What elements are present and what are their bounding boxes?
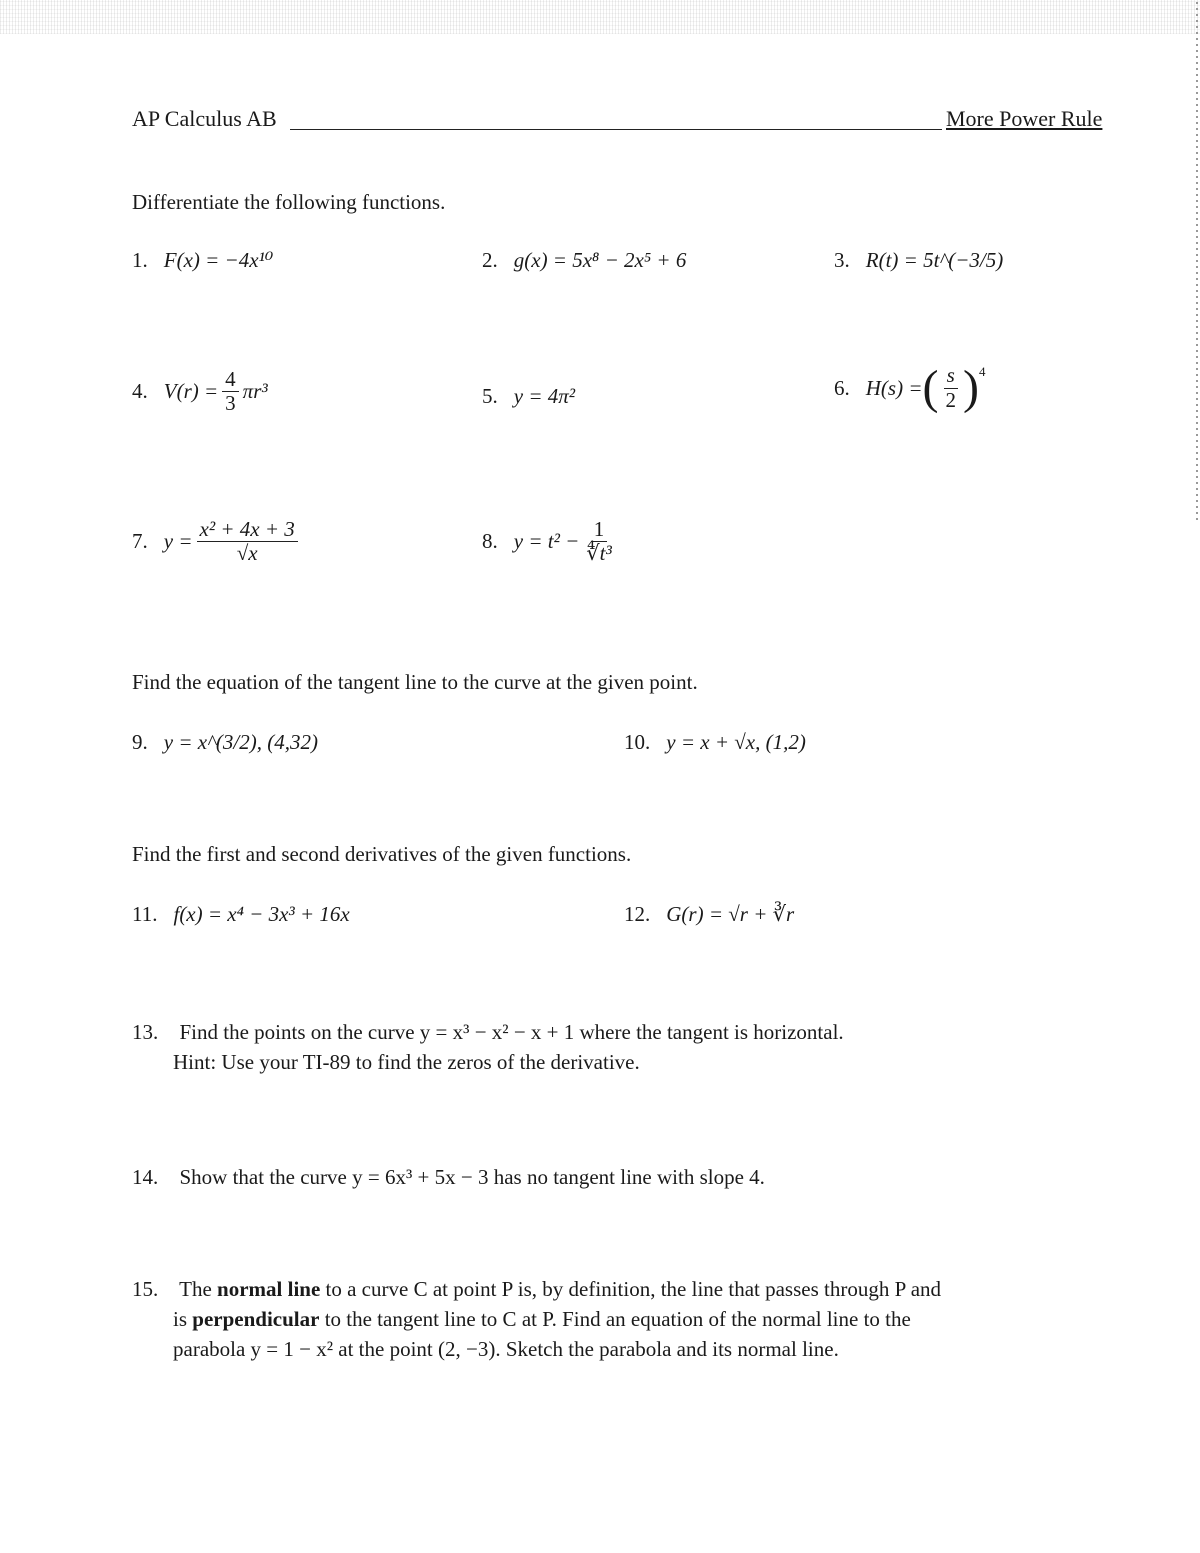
problem-text: to a curve C at point P is, by definition, the line that passes through P and xyxy=(320,1277,942,1301)
problem-lhs: y = t² − xyxy=(513,529,580,554)
problem-8 xyxy=(482,518,619,565)
fraction-denominator: ∜t³ xyxy=(586,541,612,566)
problem-number: 13. xyxy=(132,1020,159,1044)
problem-number: 2. xyxy=(482,248,498,272)
problem-expression: G(r) = √r + ∛r xyxy=(666,902,795,926)
fraction-numerator: 1 xyxy=(591,518,608,542)
problem-number: 12. xyxy=(624,902,651,926)
left-paren: ( xyxy=(922,361,939,414)
topic-title: More Power Rule xyxy=(946,106,1103,131)
problem-14 xyxy=(132,1162,765,1192)
fraction xyxy=(222,368,239,415)
problem-text: to the tangent line to C at P. Find an equation of the normal line to the xyxy=(319,1307,911,1331)
fraction-numerator: 4 xyxy=(222,368,239,392)
problem-number: 6. xyxy=(834,375,850,400)
problem-lhs: y = xyxy=(163,529,193,554)
problem-expression: f(x) = x⁴ − 3x³ + 16x xyxy=(173,902,350,926)
problem-expression: y = 4π² xyxy=(513,384,576,408)
problem-text: is xyxy=(173,1307,193,1331)
course-title: AP Calculus AB xyxy=(132,106,277,131)
problem-9 xyxy=(132,730,318,755)
scan-noise xyxy=(0,0,1200,34)
fraction xyxy=(942,364,959,411)
problem-lhs: V(r) = xyxy=(163,379,219,404)
problem-1 xyxy=(132,248,273,273)
problem-text: parabola y = 1 − x² at the point (2, −3). Sketch the parabola and its normal line. xyxy=(173,1337,839,1361)
problem-number: 11. xyxy=(132,902,158,926)
section1-instruction: Differentiate the following functions. xyxy=(132,190,446,214)
problem-4 xyxy=(132,368,268,415)
problem-number: 4. xyxy=(132,379,148,404)
problem-expression: y = x + √x, (1,2) xyxy=(666,730,806,754)
term-normal-line: normal line xyxy=(217,1277,321,1301)
exponent: 4 xyxy=(978,364,986,379)
fraction xyxy=(583,518,615,565)
problem-expression: R(t) = 5t^(−3/5) xyxy=(865,248,1004,272)
fraction xyxy=(197,518,298,565)
fraction-denominator: 2 xyxy=(945,387,956,412)
problem-lhs: H(s) = xyxy=(865,375,923,400)
problem-11 xyxy=(132,902,350,927)
fraction-denominator: 3 xyxy=(225,391,236,416)
problem-expression: y = x^(3/2), (4,32) xyxy=(163,730,318,754)
problem-10 xyxy=(624,730,806,755)
problem-3 xyxy=(834,248,1003,273)
problem-number: 1. xyxy=(132,248,148,272)
term-perpendicular: perpendicular xyxy=(192,1307,320,1331)
problem-rhs: πr³ xyxy=(242,379,268,404)
problem-number: 7. xyxy=(132,529,148,554)
problem-number: 5. xyxy=(482,384,498,408)
problem-2 xyxy=(482,248,686,273)
header-rule xyxy=(290,129,942,130)
problem-text: Show that the curve y = 6x³ + 5x − 3 has no tangent line with slope 4. xyxy=(179,1165,765,1189)
problem-12 xyxy=(624,902,794,927)
problem-number: 8. xyxy=(482,529,498,554)
problem-expression: g(x) = 5x⁸ − 2x⁵ + 6 xyxy=(513,248,687,272)
scan-edge xyxy=(1196,0,1198,520)
problem-6 xyxy=(834,361,986,414)
section3-instruction: Find the first and second derivatives of the given functions. xyxy=(132,842,632,866)
problem-number: 9. xyxy=(132,730,148,754)
fraction-numerator: x² + 4x + 3 xyxy=(197,518,298,542)
right-paren: ) xyxy=(962,361,979,414)
problem-number: 15. xyxy=(132,1277,159,1301)
problem-15 xyxy=(132,1274,941,1364)
problem-number: 3. xyxy=(834,248,850,272)
problem-number: 14. xyxy=(132,1165,159,1189)
fraction-numerator: s xyxy=(944,364,958,388)
section2-instruction: Find the equation of the tangent line to the curve at the given point. xyxy=(132,670,698,694)
problem-13 xyxy=(132,1017,844,1077)
problem-text: Find the points on the curve y = x³ − x² − x + 1 where the tangent is horizontal. xyxy=(179,1020,844,1044)
fraction-denominator: √x xyxy=(236,541,258,566)
problem-7 xyxy=(132,518,302,565)
problem-expression: F(x) = −4x¹⁰ xyxy=(163,248,274,272)
problem-hint: Hint: Use your TI-89 to find the zeros of the derivative. xyxy=(173,1050,640,1074)
problem-text: The xyxy=(179,1277,218,1301)
problem-5 xyxy=(482,384,575,409)
problem-number: 10. xyxy=(624,730,651,754)
